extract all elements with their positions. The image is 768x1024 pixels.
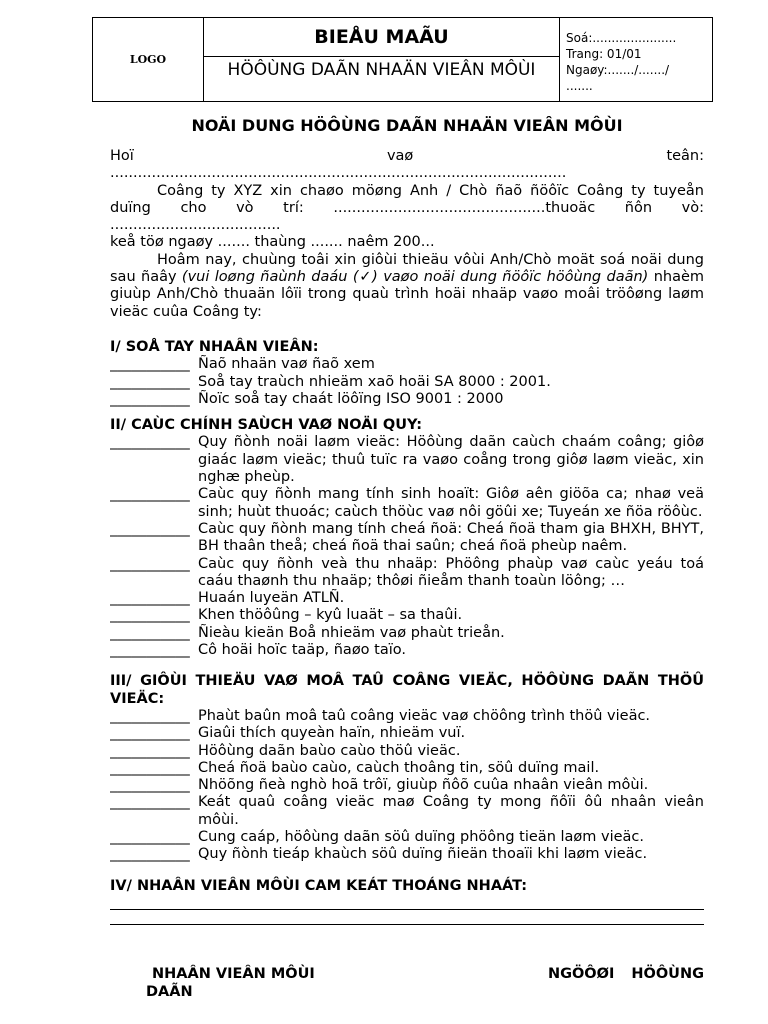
intro-date-line: keå töø ngaøy ....... thaùng ....... naêm 200... bbox=[110, 234, 435, 251]
checklist-item bbox=[110, 625, 704, 642]
check-blank[interactable]: ___________ bbox=[110, 828, 190, 845]
check-blank[interactable]: ___________ bbox=[110, 794, 190, 811]
check-blank[interactable]: ___________ bbox=[110, 642, 190, 659]
meta-date-cont: ....... bbox=[566, 79, 593, 93]
check-blank[interactable]: ___________ bbox=[110, 555, 190, 572]
intro-paragraph-1: Coâng ty XYZ xin chaøo möøng Anh / Chò ñaõ ñöôïc Coâng ty tuyeån duïng cho vò trí: ..............................................thuoäc ñôn vò: ..................................... bbox=[110, 182, 704, 234]
checklist-item-text: Quy ñònh noäi laøm vieäc: Höôùng daãn caùch chaám coâng; giôø giaác laøm vieäc; thuû tuïc ra vaøo coång trong giôø laøm vieäc, xin nghæ pheùp. bbox=[198, 434, 704, 486]
checklist-item-text: Cheá ñoä baùo caùo, caùch thoâng tin, söû duïng mail. bbox=[198, 759, 600, 776]
checklist-item bbox=[110, 356, 704, 373]
check-blank[interactable]: ___________ bbox=[110, 707, 190, 724]
checklist-item bbox=[110, 556, 704, 591]
check-blank[interactable]: ___________ bbox=[110, 624, 190, 641]
signature-instructor: NGÖÔØI HÖÔÙNG bbox=[547, 966, 704, 982]
checklist-item-text: Ñoïc soå tay chaát löôïng ISO 9001 : 2000 bbox=[198, 390, 504, 407]
checklist-item-text: Cô hoäi hoïc taäp, ñaøo taïo. bbox=[198, 642, 406, 659]
check-blank[interactable]: ___________ bbox=[110, 777, 190, 794]
checklist-item bbox=[110, 374, 704, 391]
checklist-item bbox=[110, 760, 704, 777]
checklist-item-text: Caùc quy ñònh veà thu nhaäp: Phöông phaùp vaø caùc yeáu toá caáu thaønh thu nhaäp; thôøi ñieåm thanh toaùn löông; … bbox=[198, 555, 704, 589]
check-blank[interactable]: ___________ bbox=[110, 725, 190, 742]
signature-instructor-cont: DAÃN bbox=[146, 984, 193, 1000]
meta-number: Soá:...................... bbox=[566, 31, 677, 45]
checklist-item-text: Höôùng daãn baùo caùo thöû vieäc. bbox=[198, 742, 461, 759]
name-dots: ................................................................................................... bbox=[110, 165, 567, 182]
checklist-item-text: Cung caáp, höôùng daãn söû duïng phöông tieän laøm vieäc. bbox=[198, 828, 645, 845]
checklist-item bbox=[110, 434, 704, 486]
checklist-item bbox=[110, 708, 704, 725]
check-blank[interactable]: ___________ bbox=[110, 520, 190, 537]
check-blank[interactable]: ___________ bbox=[110, 846, 190, 863]
section-heading: III/ GIÔÙI THIEÄU VAØ MOÂ TAÛ COÂNG VIEÄC, HÖÔÙNG DAÃN THÖÛ VIEÄC: bbox=[110, 673, 704, 707]
checklist-item-text: Khen thöôûng – kyû luaät – sa thaûi. bbox=[198, 607, 463, 624]
form-header bbox=[92, 17, 713, 102]
commitment-line[interactable] bbox=[110, 910, 704, 925]
check-blank[interactable]: ___________ bbox=[110, 607, 190, 624]
check-blank[interactable]: ___________ bbox=[110, 759, 190, 776]
check-blank[interactable]: ___________ bbox=[110, 486, 190, 503]
form-subtitle: HÖÔÙNG DAÃN NHAÄN VIEÂN MÔÙI bbox=[227, 60, 536, 80]
checklist-item bbox=[110, 642, 704, 659]
checklist-item bbox=[110, 486, 704, 521]
check-blank[interactable]: ___________ bbox=[110, 390, 190, 407]
checklist-item-text: Quy ñònh tieáp khaùch söû duïng ñieän thoaïi khi laøm vieäc. bbox=[198, 846, 648, 863]
meta-date: Ngaøy:......./......./ bbox=[566, 63, 670, 77]
checklist-item-text: Phaùt baûn moâ taû coâng vieäc vaø chöông trình thöû vieäc. bbox=[198, 707, 651, 724]
form-meta bbox=[560, 18, 712, 101]
check-blank[interactable]: ___________ bbox=[110, 590, 190, 607]
check-blank[interactable]: ___________ bbox=[110, 373, 190, 390]
checklist-item-text: Huaán luyeän ATLÑ. bbox=[198, 590, 345, 607]
checklist-item bbox=[110, 743, 704, 760]
checklist-item-text: Caùc quy ñònh mang tính cheá ñoä: Cheá ñoä tham gia BHXH, BHYT, BH thaân theå; cheá ñoä thai saûn; cheá ñoä pheùp naêm. bbox=[198, 520, 704, 555]
checklist-item-text: Ñaõ nhaän vaø ñaõ xem bbox=[198, 356, 375, 373]
checklist-item-text: Giaûi thích quyeàn haïn, nhieäm vuï. bbox=[198, 725, 466, 742]
intro-paragraph-2: Hoâm nay, chuùng toâi xin giôùi thieäu vôùi Anh/Chò moät soá noäi dung sau ñaây (vui loøng ñaùnh daáu (✓) vaøo noäi dung ñöôïc höôùng daãn) nhaèm giuùp Anh/Chò thuaän lôïi trong quaù trình hoäi nhaäp vaøo moâi tröôøng laøm vieäc cuûa Coâng ty: bbox=[110, 251, 705, 320]
document-title: NOÄI DUNG HÖÔÙNG DAÃN NHAÄN VIEÂN MÔÙI bbox=[191, 116, 623, 135]
checklist-item-text: Keát quaû coâng vieäc maø Coâng ty mong ñôïi ôû nhaân vieân môùi. bbox=[198, 794, 704, 828]
section-heading: II/ CAÙC CHÍNH SAÙCH VAØ NOÄI QUY: bbox=[110, 417, 423, 434]
checklist-item bbox=[110, 590, 704, 607]
commitment-line[interactable] bbox=[110, 895, 704, 910]
checklist-item-text: Nhöõng ñeà nghò hoã trôï, giuùp ñôõ cuûa nhaân vieân môùi. bbox=[198, 777, 649, 794]
checklist-item bbox=[110, 521, 704, 556]
check-blank[interactable]: ___________ bbox=[110, 356, 190, 373]
checklist-item bbox=[110, 794, 704, 829]
check-blank[interactable]: ___________ bbox=[110, 742, 190, 759]
checklist-item-text: Caùc quy ñònh mang tính sinh hoaït: Giôø aên giöõa ca; nhaø veä sinh; huùt thuoác; caùch thöùc vaø nôi göûi xe; Tuyeán xe ñöa röôùc. bbox=[198, 486, 704, 520]
checklist-item bbox=[110, 725, 704, 742]
checklist-item bbox=[110, 829, 704, 846]
checklist-item bbox=[110, 777, 704, 794]
greeting-line: Hoï vaø teân: bbox=[110, 148, 705, 164]
section-2-items bbox=[110, 434, 704, 659]
checklist-item-text: Soå tay traùch nhieäm xaõ hoäi SA 8000 : 2001. bbox=[198, 373, 551, 390]
form-title-cell bbox=[204, 18, 560, 101]
checklist-item bbox=[110, 846, 704, 863]
checklist-item bbox=[110, 391, 704, 408]
section-1-items bbox=[110, 356, 704, 408]
form-title: BIEÅU MAÃU bbox=[204, 18, 559, 57]
signature-new-employee: NHAÂN VIEÂN MÔÙI bbox=[152, 966, 315, 982]
section-heading: I/ SOÅ TAY NHAÂN VIEÂN: bbox=[110, 338, 319, 355]
section-heading: IV/ NHAÂN VIEÂN MÔÙI CAM KEÁT THOÁNG NHAÁT: bbox=[110, 877, 528, 894]
logo: LOGO bbox=[93, 18, 204, 101]
check-blank[interactable]: ___________ bbox=[110, 434, 190, 451]
section-3-items bbox=[110, 708, 704, 864]
checklist-item-text: Ñieàu kieän Boå nhieäm vaø phaùt trieån. bbox=[198, 624, 505, 641]
checklist-item bbox=[110, 607, 704, 624]
document-body bbox=[110, 148, 704, 925]
meta-page: Trang: 01/01 bbox=[566, 47, 642, 61]
